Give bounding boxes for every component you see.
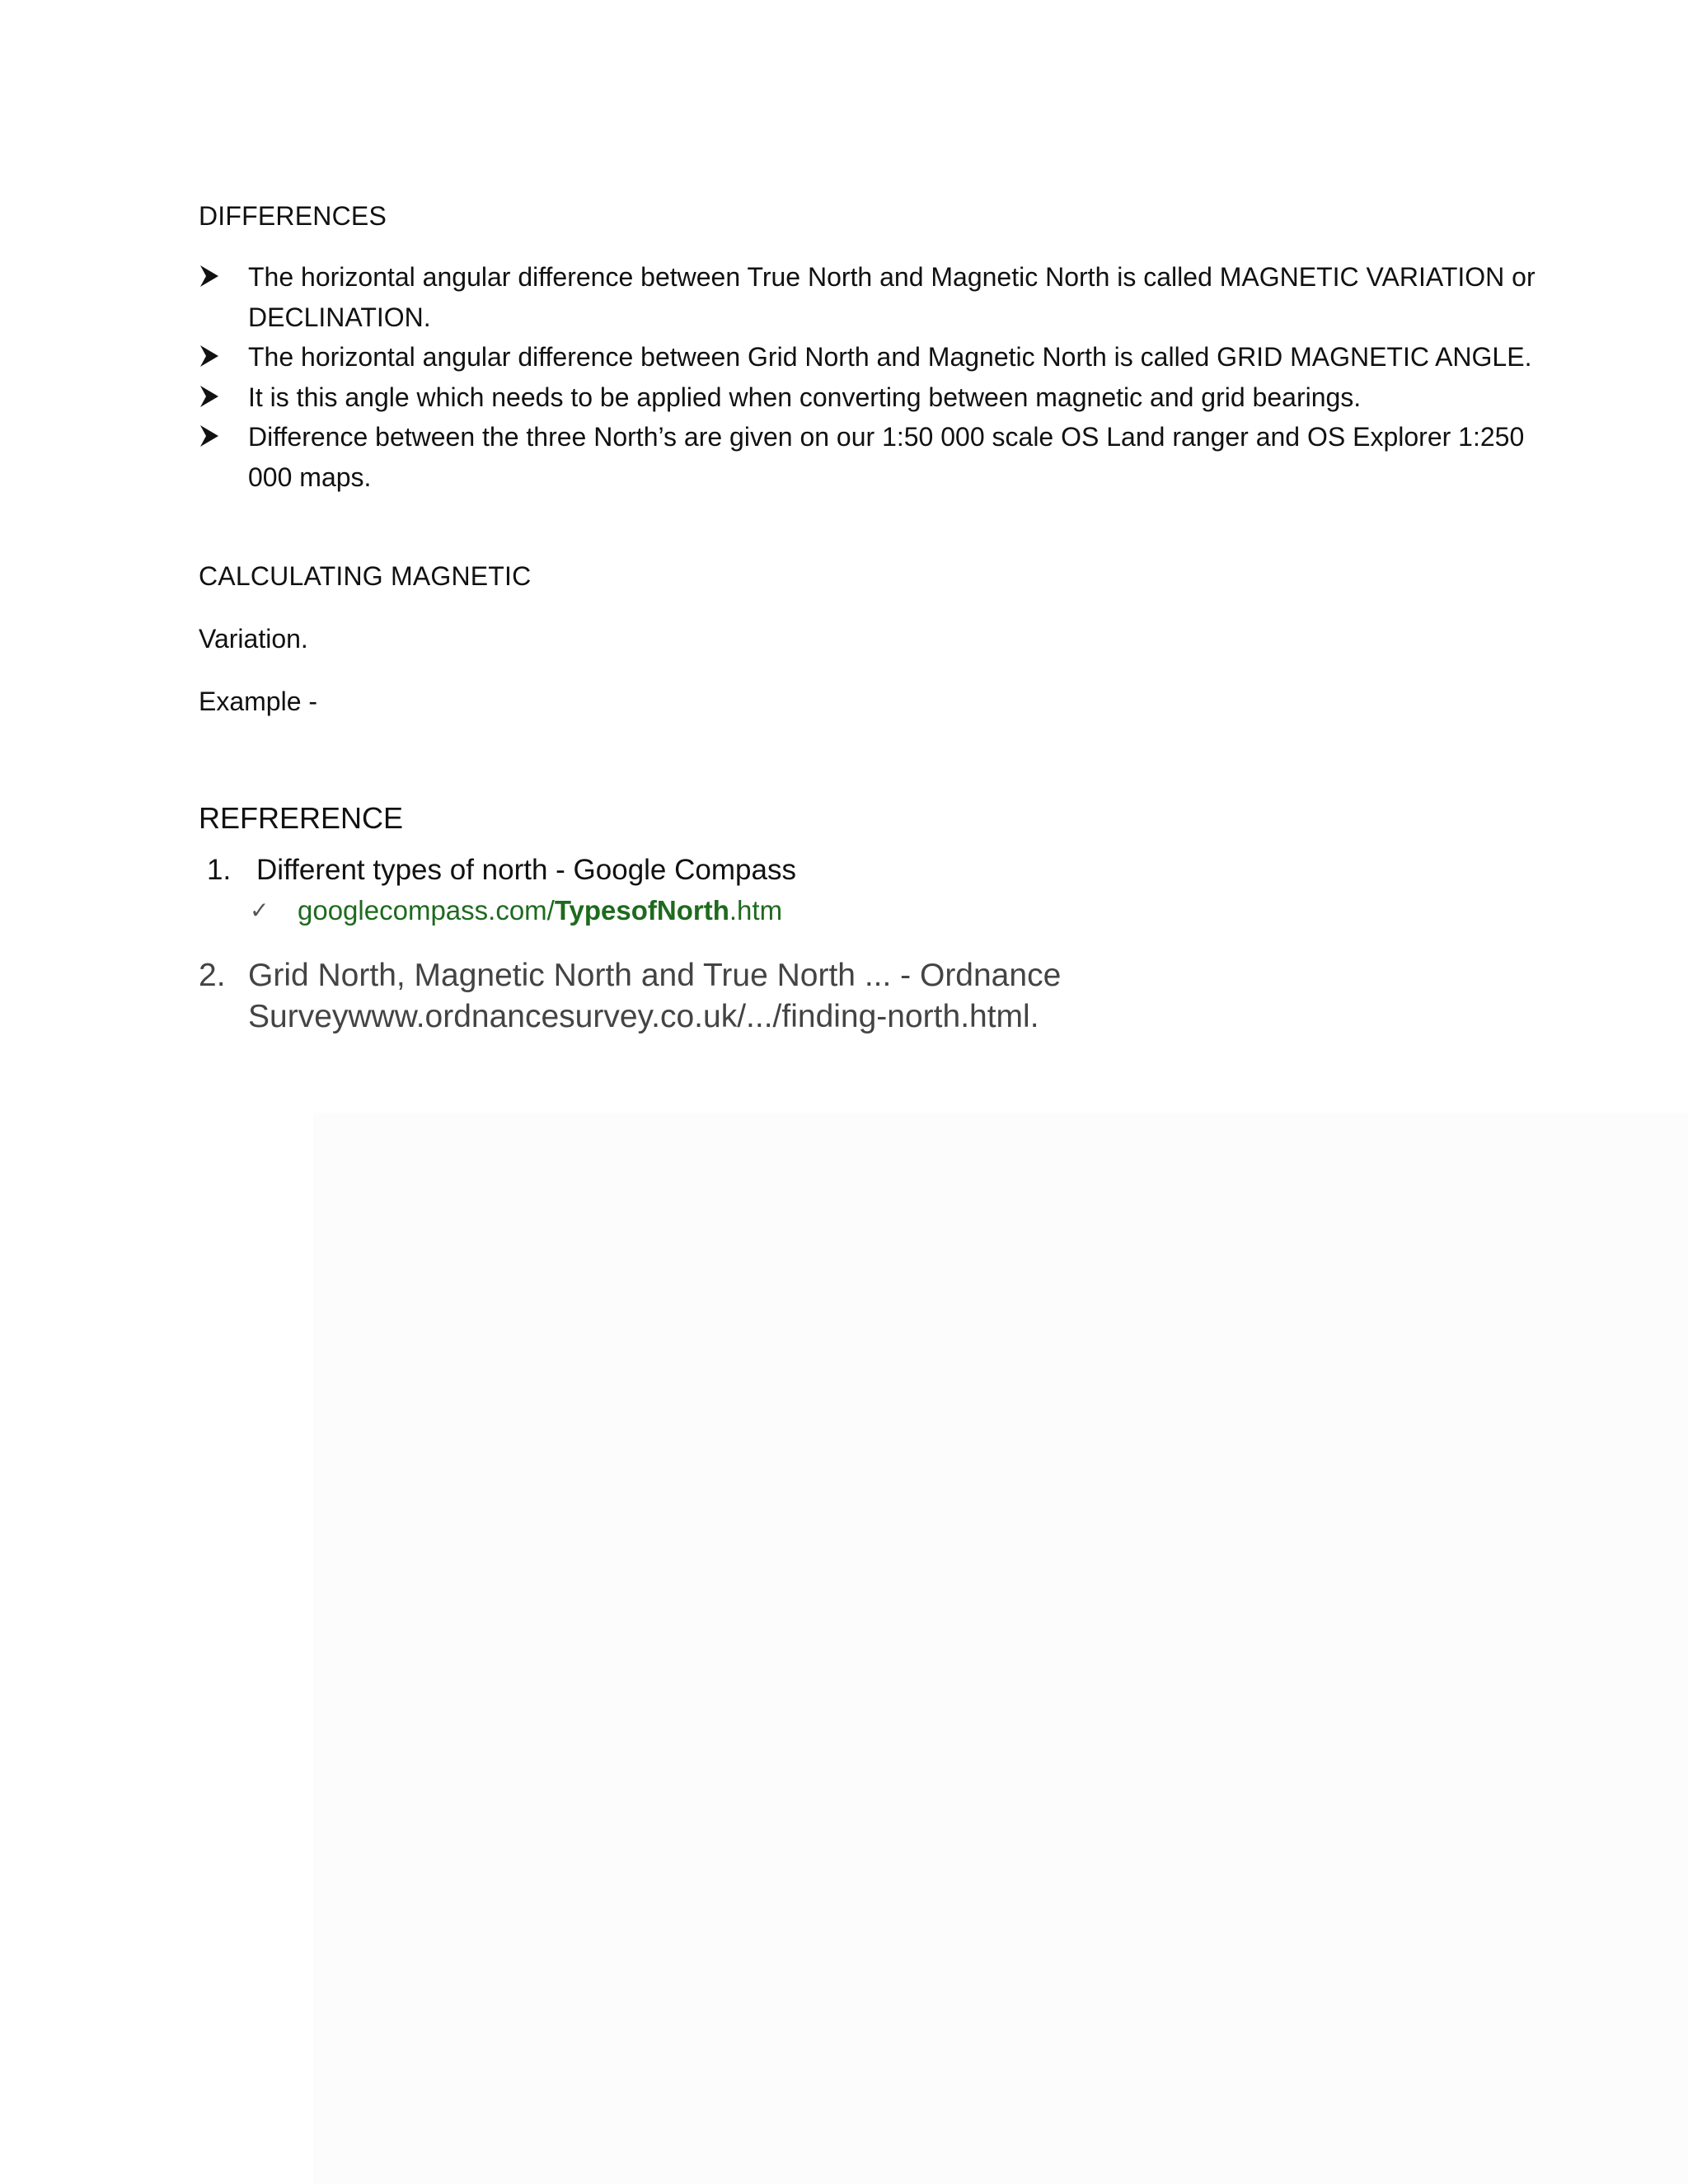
document-body bbox=[199, 196, 1536, 1038]
reference-number: 1. bbox=[207, 854, 232, 886]
arrow-bullet-icon bbox=[199, 344, 220, 368]
bullet-text: It is this angle which needs to be applied when converting between magnetic and grid bearings. bbox=[248, 382, 1362, 412]
differences-heading: DIFFERENCES bbox=[199, 201, 387, 231]
variation-text: Variation. bbox=[199, 624, 308, 654]
bullet-text: Difference between the three North’s are given on our 1:50 000 scale OS Land ranger and OS Explorer 1:250 000 maps. bbox=[248, 422, 1525, 492]
reference-link-row bbox=[199, 891, 1517, 930]
reference-heading: REFRERENCE bbox=[199, 801, 404, 835]
bullet-text: The horizontal angular difference between True North and Magnetic North is called MAGNETIC VARIATION or DECLINATION. bbox=[248, 262, 1536, 332]
calculating-heading: CALCULATING MAGNETIC bbox=[199, 561, 532, 591]
list-item bbox=[199, 417, 1550, 497]
arrow-bullet-icon bbox=[199, 384, 220, 409]
reference-item-2 bbox=[199, 955, 1237, 1038]
bullet-text: The horizontal angular difference between Grid North and Magnetic North is called GRID MAGNETIC ANGLE. bbox=[248, 342, 1532, 372]
reference-link[interactable] bbox=[298, 895, 782, 926]
list-item bbox=[199, 257, 1550, 337]
list-item bbox=[199, 337, 1550, 377]
example-text: Example - bbox=[199, 687, 318, 716]
link-bold: TypesofNorth bbox=[554, 895, 729, 926]
link-suffix: .htm bbox=[729, 895, 783, 926]
link-prefix: googlecompass.com/ bbox=[298, 895, 555, 926]
arrow-bullet-icon bbox=[199, 264, 220, 288]
list-item bbox=[199, 377, 1550, 418]
differences-list bbox=[199, 257, 1536, 497]
checkmark-icon: ✓ bbox=[250, 897, 270, 924]
reference-number: 2. bbox=[199, 958, 226, 993]
background-panel bbox=[313, 1113, 1688, 2184]
reference-title: Different types of north - Google Compass bbox=[256, 854, 796, 886]
reference-text: Grid North, Magnetic North and True North ... - Ordnance Surveywww.ordnancesurvey.co.uk/.../finding-north.html. bbox=[248, 958, 1062, 1034]
reference-item-1 bbox=[199, 850, 1517, 891]
arrow-bullet-icon bbox=[199, 424, 220, 448]
